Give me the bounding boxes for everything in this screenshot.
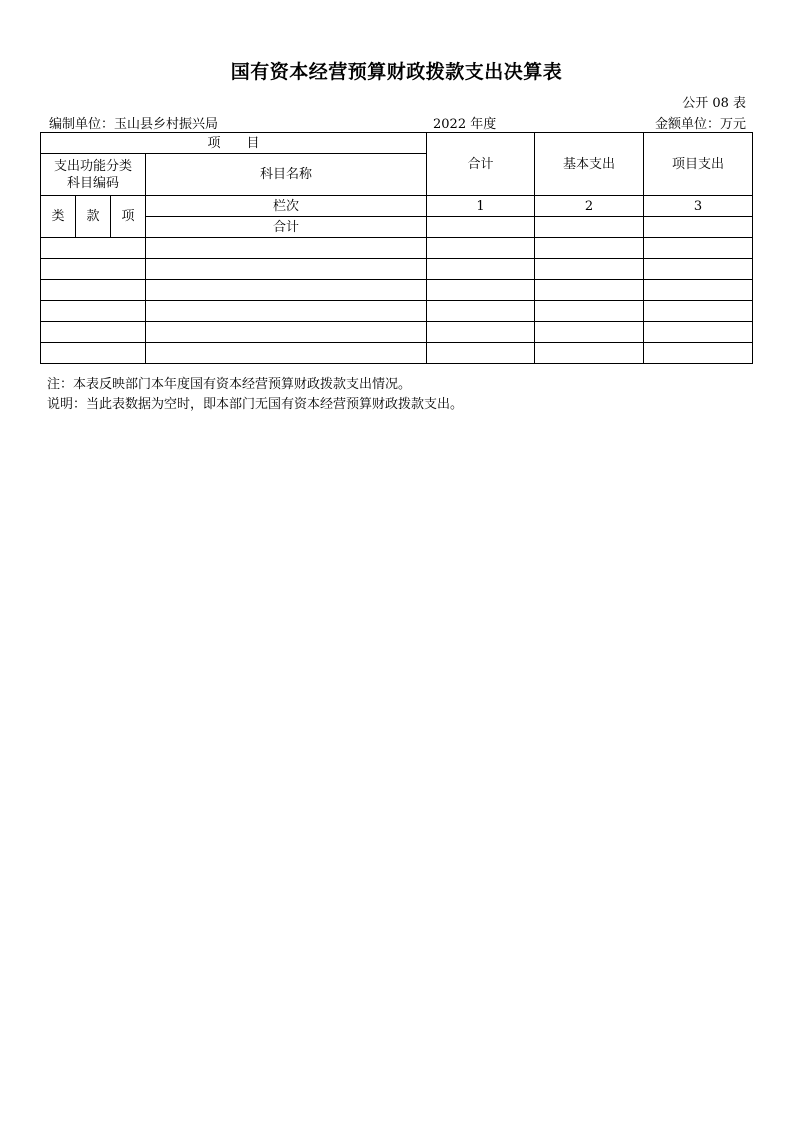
- code-cell: [41, 280, 146, 301]
- page-title: 国有资本经营预算财政拨款支出决算表: [230, 61, 563, 83]
- project-total-cell: [644, 217, 753, 238]
- header-basic: 基本支出: [535, 133, 644, 196]
- total-label: 合计: [146, 217, 427, 238]
- footnote-scope: 注：本表反映部门本年度国有资本经营预算财政拨款支出情况。: [47, 377, 412, 392]
- total-cell: [427, 301, 535, 322]
- name-cell: [146, 322, 427, 343]
- project-cell: [644, 280, 753, 301]
- name-cell: [146, 343, 427, 364]
- footnote-empty-explanation: 说明：当此表数据为空时，即本部门无国有资本经营预算财政拨款支出。: [47, 397, 464, 412]
- code-cell: [41, 238, 146, 259]
- name-cell: [146, 280, 427, 301]
- project-cell: [644, 238, 753, 259]
- reporting-unit: 编制单位：玉山县乡村振兴局: [49, 117, 219, 132]
- table-row: [41, 343, 753, 364]
- project-cell: [644, 259, 753, 280]
- basic-cell: [535, 259, 644, 280]
- basic-cell: [535, 322, 644, 343]
- header-func-class-code: 支出功能分类 科目编码: [41, 154, 146, 196]
- name-cell: [146, 238, 427, 259]
- table-row: [41, 301, 753, 322]
- fiscal-year: 2022 年度: [433, 117, 497, 132]
- header-xiang: 项: [111, 196, 146, 238]
- header-project-expenditure: 项目支出: [644, 133, 753, 196]
- index-row: [41, 196, 753, 217]
- expenditure-table: [40, 132, 753, 364]
- total-row: [41, 217, 753, 238]
- header-project: 项 目: [41, 133, 427, 154]
- form-number: 公开 08 表: [682, 96, 746, 111]
- project-cell: [644, 301, 753, 322]
- table-row: [41, 322, 753, 343]
- col-index-1: 1: [427, 196, 535, 217]
- table-row: [41, 259, 753, 280]
- col-index-label: 栏次: [146, 196, 427, 217]
- basic-cell: [535, 301, 644, 322]
- basic-cell: [535, 238, 644, 259]
- total-cell: [427, 343, 535, 364]
- code-cell: [41, 322, 146, 343]
- project-cell: [644, 343, 753, 364]
- table-row: [41, 238, 753, 259]
- code-cell: [41, 343, 146, 364]
- header-total: 合计: [427, 133, 535, 196]
- name-cell: [146, 259, 427, 280]
- code-cell: [41, 259, 146, 280]
- basic-cell: [535, 280, 644, 301]
- header-item-name: 科目名称: [146, 154, 427, 196]
- col-index-2: 2: [535, 196, 644, 217]
- header-lei: 类: [41, 196, 76, 238]
- col-index-3: 3: [644, 196, 753, 217]
- total-cell: [427, 238, 535, 259]
- total-cell: [427, 217, 535, 238]
- total-cell: [427, 259, 535, 280]
- table-row: [41, 280, 753, 301]
- project-cell: [644, 322, 753, 343]
- amount-unit: 金额单位：万元: [654, 117, 746, 132]
- header-kuan: 款: [76, 196, 111, 238]
- basic-cell: [535, 343, 644, 364]
- code-cell: [41, 301, 146, 322]
- name-cell: [146, 301, 427, 322]
- total-cell: [427, 322, 535, 343]
- meta-row: [47, 113, 746, 131]
- basic-total-cell: [535, 217, 644, 238]
- header-row-1: [41, 133, 753, 154]
- total-cell: [427, 280, 535, 301]
